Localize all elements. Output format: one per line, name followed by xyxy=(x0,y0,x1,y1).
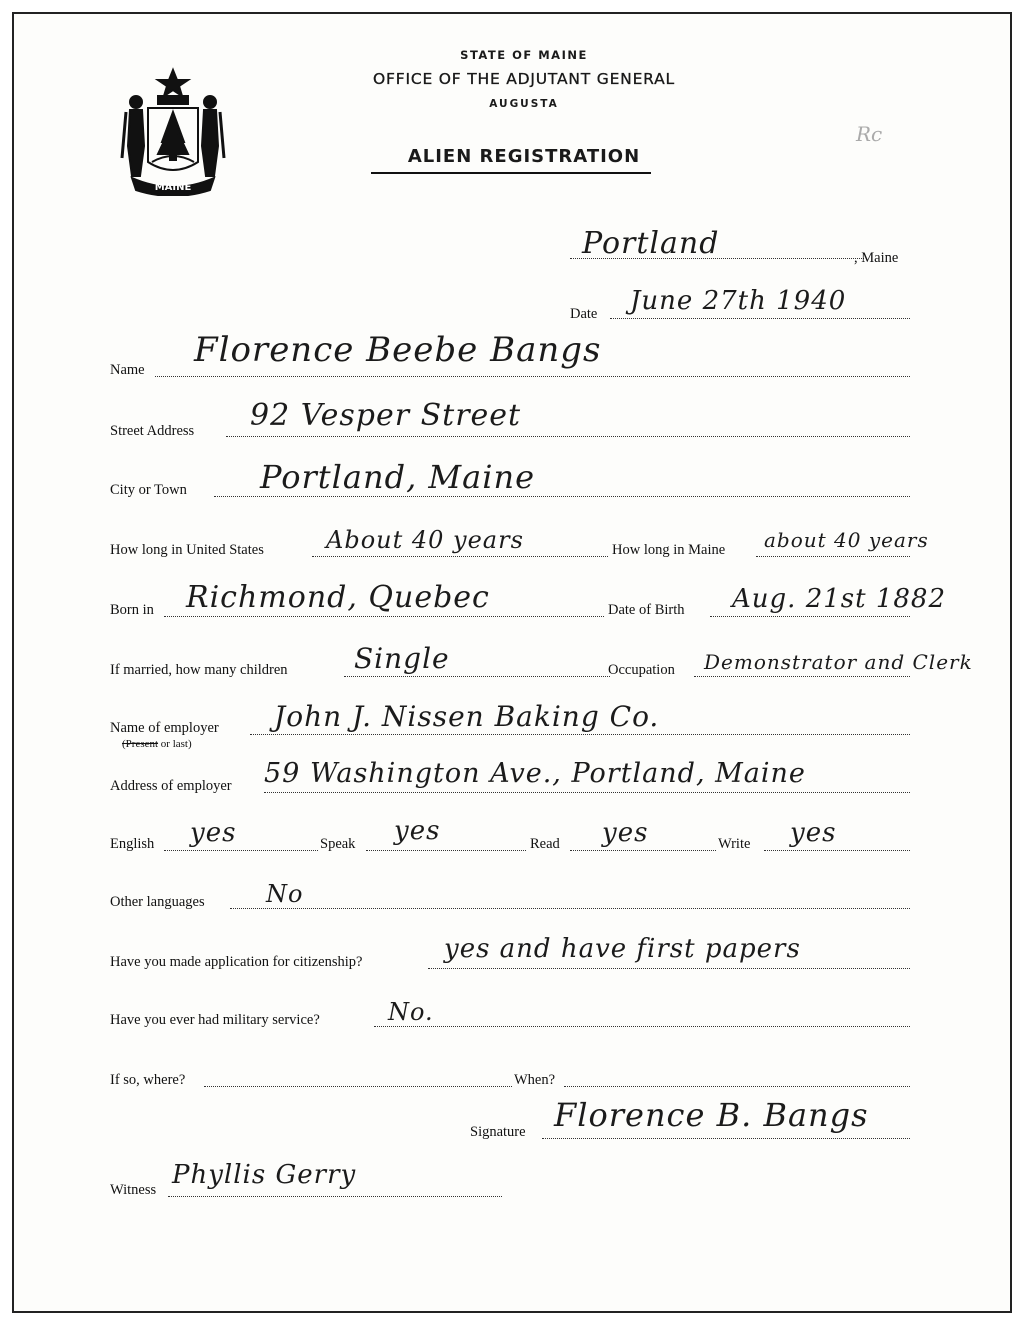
speak-label: Speak xyxy=(320,836,356,852)
location-line[interactable] xyxy=(570,258,864,259)
seal-text: MAINE xyxy=(154,182,192,193)
state-heading: STATE OF MAINE xyxy=(460,48,588,62)
speak-value: yes xyxy=(394,816,441,846)
other-languages-value: No xyxy=(266,880,304,908)
born-in-label: Born in xyxy=(110,602,154,618)
occupation-label: Occupation xyxy=(608,662,675,678)
citizenship-line[interactable] xyxy=(428,968,910,969)
children-label: If married, how many children xyxy=(110,662,288,678)
location-value: Portland xyxy=(582,226,720,261)
date-line[interactable] xyxy=(610,318,910,319)
date-label: Date xyxy=(570,306,598,322)
write-value: yes xyxy=(790,818,837,848)
maine-state-seal-icon xyxy=(118,66,228,196)
how-long-us-line[interactable] xyxy=(312,556,608,557)
english-value: yes xyxy=(190,818,237,848)
how-long-maine-value: about 40 years xyxy=(764,528,929,552)
born-in-value: Richmond, Quebec xyxy=(186,580,490,615)
read-label: Read xyxy=(530,836,560,852)
registration-form-page xyxy=(12,12,1012,1313)
signature-label: Signature xyxy=(470,1124,526,1140)
form-title: ALIEN REGISTRATION xyxy=(407,146,641,167)
name-line[interactable] xyxy=(155,376,910,377)
witness-label: Witness xyxy=(110,1182,157,1198)
street-address-label: Street Address xyxy=(110,423,195,439)
name-value: Florence Beebe Bangs xyxy=(194,330,602,370)
name-label: Name xyxy=(110,362,145,378)
how-long-us-value: About 40 years xyxy=(326,526,524,554)
city-town-label: City or Town xyxy=(110,482,187,498)
read-line[interactable] xyxy=(570,850,716,851)
witness-value: Phyllis Gerry xyxy=(172,1160,357,1190)
other-languages-label: Other languages xyxy=(110,894,205,910)
write-line[interactable] xyxy=(764,850,910,851)
occupation-line[interactable] xyxy=(694,676,910,677)
city-town-value: Portland, Maine xyxy=(260,458,536,496)
english-label: English xyxy=(110,836,155,852)
employer-label: Name of employer xyxy=(110,720,219,736)
occupation-value: Demonstrator and Clerk xyxy=(704,650,973,674)
location-suffix: , Maine xyxy=(854,250,899,266)
city-town-line[interactable] xyxy=(214,496,910,497)
date-of-birth-label: Date of Birth xyxy=(608,602,685,618)
witness-line[interactable] xyxy=(168,1196,502,1197)
city-heading: AUGUSTA xyxy=(489,98,559,110)
employer-address-label: Address of employer xyxy=(110,778,232,794)
how-long-maine-label: How long in Maine xyxy=(612,542,726,558)
office-heading: OFFICE OF THE ADJUTANT GENERAL xyxy=(373,70,675,88)
street-address-line[interactable] xyxy=(226,436,910,437)
title-underline xyxy=(371,172,651,174)
read-value: yes xyxy=(602,818,649,848)
corner-mark: Rc xyxy=(856,122,883,146)
speak-line[interactable] xyxy=(366,850,526,851)
children-value: Single xyxy=(354,642,450,675)
write-label: Write xyxy=(718,836,751,852)
date-value: June 27th 1940 xyxy=(630,286,847,316)
employer-line[interactable] xyxy=(250,734,910,735)
when-label: When? xyxy=(514,1072,556,1088)
english-line[interactable] xyxy=(164,850,318,851)
if-so-where-label: If so, where? xyxy=(110,1072,186,1088)
children-line[interactable] xyxy=(344,676,610,677)
employer-sublabel-rest: or last) xyxy=(158,738,192,750)
signature-value: Florence B. Bangs xyxy=(554,1096,869,1134)
other-languages-line[interactable] xyxy=(230,908,910,909)
street-address-value: 92 Vesper Street xyxy=(250,398,522,433)
how-long-us-label: How long in United States xyxy=(110,542,264,558)
employer-address-line[interactable] xyxy=(264,792,910,793)
citizenship-value: yes and have first papers xyxy=(444,934,801,964)
if-so-where-line[interactable] xyxy=(204,1086,512,1087)
employer-sublabel xyxy=(122,738,192,750)
how-long-maine-line[interactable] xyxy=(756,556,910,557)
date-of-birth-line[interactable] xyxy=(710,616,910,617)
employer-value: John J. Nissen Baking Co. xyxy=(274,700,660,733)
when-line[interactable] xyxy=(564,1086,910,1087)
date-of-birth-value: Aug. 21st 1882 xyxy=(732,584,947,614)
employer-address-value: 59 Washington Ave., Portland, Maine xyxy=(264,758,806,789)
employer-sublabel-struck: (Present xyxy=(122,738,159,750)
signature-line[interactable] xyxy=(542,1138,910,1139)
military-label: Have you ever had military service? xyxy=(110,1012,320,1028)
military-line[interactable] xyxy=(374,1026,910,1027)
born-in-line[interactable] xyxy=(164,616,604,617)
military-value: No. xyxy=(388,998,434,1026)
citizenship-label: Have you made application for citizenship? xyxy=(110,954,363,970)
